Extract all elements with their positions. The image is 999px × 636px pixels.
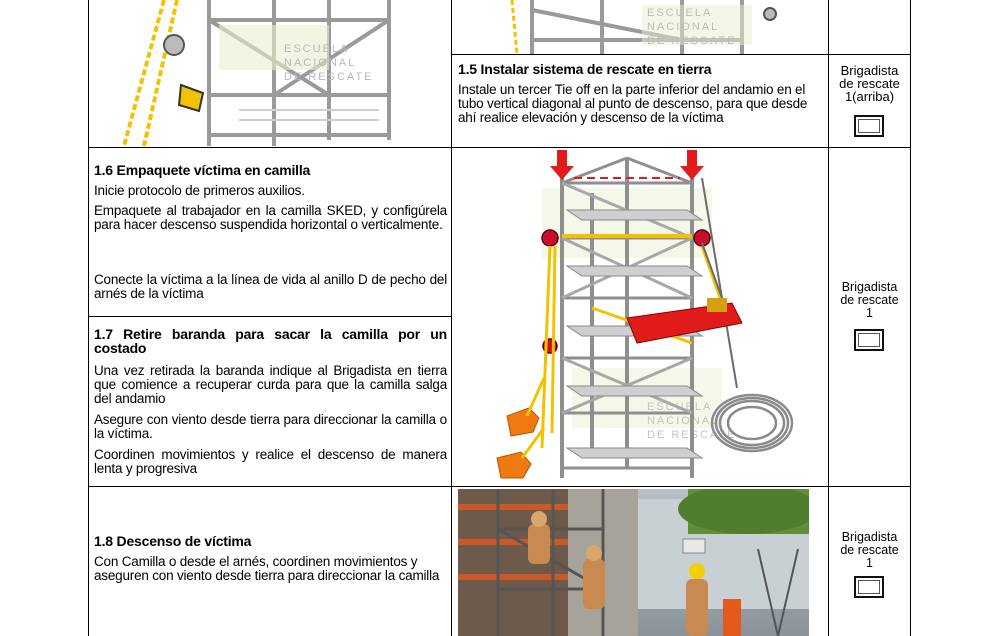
rescue-descent-photo bbox=[458, 489, 809, 636]
step-1-5-title: 1.5 Instalar sistema de rescate en tierra bbox=[458, 61, 712, 77]
scaffold-stretcher-descent-figure bbox=[452, 148, 828, 485]
role-line: Brigadista bbox=[841, 280, 898, 294]
role-step-1-8 bbox=[829, 531, 910, 570]
step-1-6-p2: Empaquete al trabajador en la camilla SKED, y configúrela para hacer descenso suspendida horizontal o verticalmente. bbox=[94, 203, 447, 232]
role-step-1-5 bbox=[829, 64, 910, 103]
table-border-right bbox=[910, 0, 911, 636]
watermark-text: DE RESCATE bbox=[284, 71, 374, 83]
step-1-8-checkbox[interactable] bbox=[854, 576, 884, 598]
step-1-7-p3: Coordinen movimientos y realice el descenso de manera lenta y progresiva bbox=[94, 447, 447, 476]
scaffold-figure-top-middle bbox=[452, 0, 828, 54]
step-1-5-body: Instale un tercer Tie off en la parte inferior del andamio en el tubo vertical diagonal al punto de descenso, para que desde ahí realice elevación y descenso de la víctima bbox=[458, 82, 808, 125]
watermark-text: DE RESCATE bbox=[647, 429, 737, 441]
role-line: Brigadista bbox=[840, 63, 899, 78]
watermark-text: NACIONAL bbox=[284, 57, 357, 69]
step-1-8-title: 1.8 Descenso de víctima bbox=[94, 533, 252, 549]
role-line: 1 bbox=[866, 306, 873, 320]
step-1-6-p1: Inicie protocolo de primeros auxilios. bbox=[94, 183, 305, 198]
step-1-6-p3: Conecte la víctima a la línea de vida al anillo D de pecho del arnés de la víctima bbox=[94, 272, 447, 301]
role-line: de rescate bbox=[840, 293, 899, 307]
role-line: de rescate bbox=[839, 76, 900, 91]
step-1-7-p1: Una vez retirada la baranda indique al Brigadista en tierra que comience a recuperar curda para que la camilla salga del andamio bbox=[94, 363, 447, 406]
role-line: de rescate bbox=[840, 543, 899, 557]
step-1-7-p2: Asegure con viento desde tierra para direccionar la camilla o la víctima. bbox=[94, 412, 447, 441]
row-divider-18 bbox=[88, 486, 910, 487]
watermark-text: DE RESCATE bbox=[647, 35, 737, 47]
watermark-text: NACIONAL bbox=[647, 415, 720, 427]
step-1-8-body: Con Camilla o desde el arnés, coordinen movimientos y aseguren con viento desde tierra para direccionar la camilla bbox=[94, 554, 440, 583]
role-line: 1(arriba) bbox=[844, 89, 895, 104]
row-divider-15 bbox=[451, 54, 910, 55]
role-line: Brigadista bbox=[841, 530, 898, 544]
scaffold-rescue-figure-top-left bbox=[89, 0, 450, 146]
watermark-text: ESCUELA bbox=[647, 7, 713, 19]
step-1-6-checkbox[interactable] bbox=[854, 329, 884, 351]
role-line: 1 bbox=[866, 556, 873, 570]
step-1-7-title: 1.7 Retire baranda para sacar la camilla por un costado bbox=[94, 326, 447, 356]
role-step-1-6 bbox=[829, 281, 910, 320]
watermark-text: ESCUELA bbox=[647, 401, 713, 413]
row-divider-17 bbox=[88, 316, 451, 317]
step-1-6-title: 1.6 Empaquete víctima en camilla bbox=[94, 162, 311, 178]
step-1-5-checkbox[interactable] bbox=[854, 115, 884, 137]
watermark-text: NACIONAL bbox=[647, 21, 720, 33]
watermark-text: ESCUELA bbox=[284, 43, 350, 55]
